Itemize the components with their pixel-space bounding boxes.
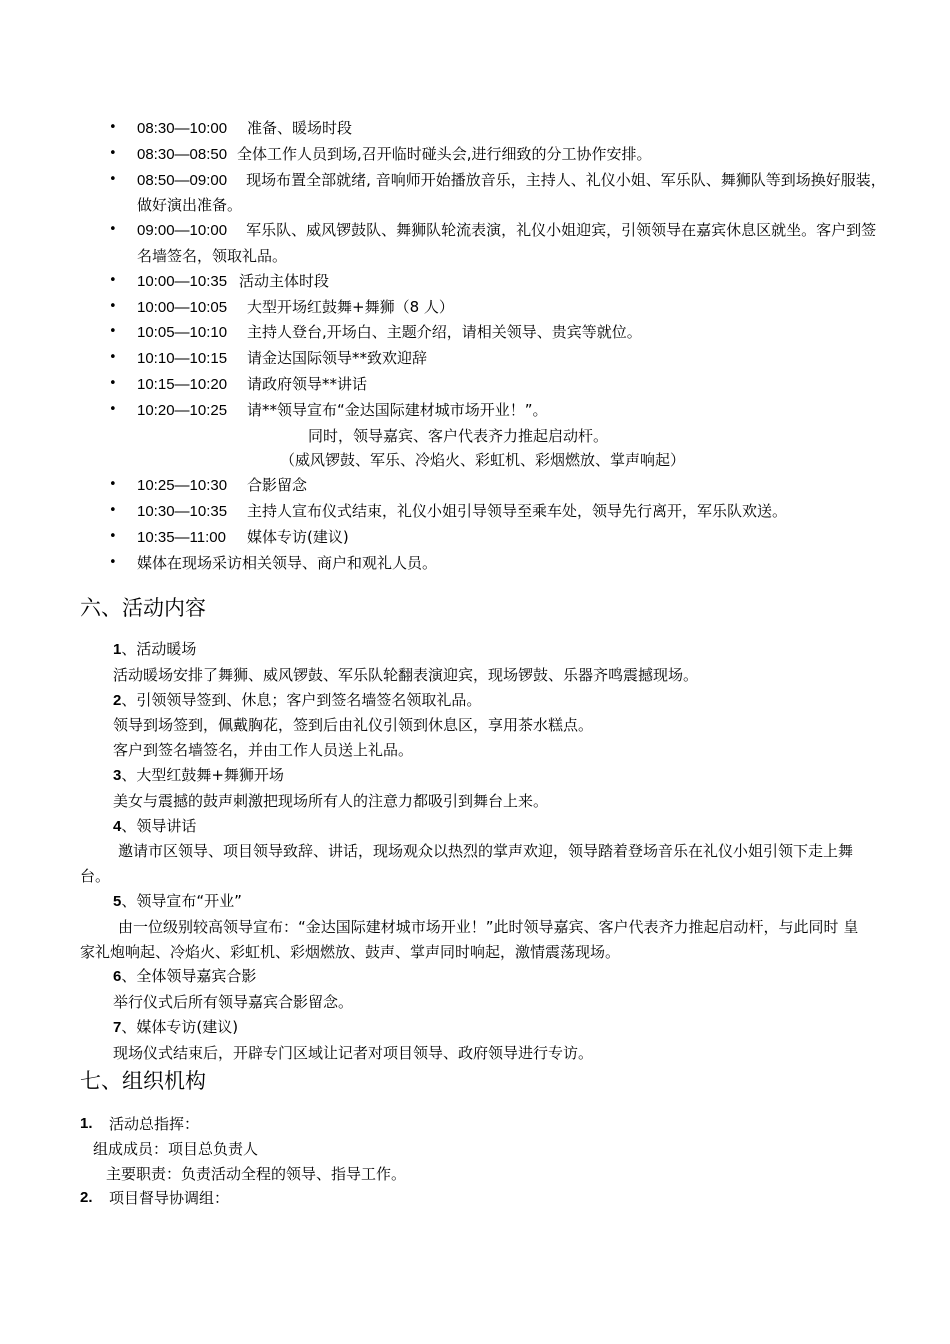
bullet-icon: • bbox=[109, 350, 117, 366]
paragraph: 举行仪式后所有领导嘉宾合影留念。 bbox=[113, 993, 354, 1012]
item-heading bbox=[0, 763, 950, 789]
schedule-time: 08:30—08:50 bbox=[137, 145, 228, 163]
bullet-icon: • bbox=[109, 272, 117, 288]
schedule-desc: 现场布置全部就绪, 音响师开始播放音乐，主持人、礼仪小姐、军乐队、舞狮队等到场换好服装，做好演出准备。 bbox=[137, 170, 886, 215]
schedule-desc: 大型开场红鼓舞+舞狮（8 人） bbox=[247, 297, 454, 316]
item-number: 2 bbox=[113, 691, 122, 709]
schedule-desc: 请政府领导**讲话 bbox=[247, 374, 368, 393]
item-number: 7 bbox=[113, 1018, 122, 1036]
org-item bbox=[0, 1186, 950, 1211]
list-item bbox=[0, 525, 950, 551]
item-heading bbox=[0, 688, 950, 714]
list-item bbox=[0, 346, 950, 372]
bullet-icon: • bbox=[109, 120, 117, 135]
paragraph: 由一位级别较高领导宣布：“金达国际建材城市场开业！”此时领导嘉宾、客户代表齐力推起启动杆，与此同时 皇家礼炮响起、冷焰火、彩虹机、彩烟燃放、鼓声、掌声同时响起，激情震荡现场。 bbox=[80, 917, 859, 961]
item-title: 、领导宣布“开业” bbox=[121, 891, 242, 910]
item-number: 6 bbox=[113, 968, 122, 986]
paragraph: 客户到签名墙签名，并由工作人员送上礼品。 bbox=[113, 741, 414, 760]
item-title: 、引领领导签到、休息；客户到签名墙签名领取礼品。 bbox=[121, 690, 482, 709]
item-number: 1. bbox=[80, 1115, 93, 1132]
paragraph: 主要职责：负责活动全程的领导、指导工作。 bbox=[106, 1164, 407, 1183]
list-item bbox=[0, 473, 950, 499]
bullet-icon: • bbox=[109, 401, 117, 417]
item-title: 、领导讲话 bbox=[121, 816, 197, 835]
list-item bbox=[0, 168, 950, 219]
paragraph: 活动暖场安排了舞狮、威风锣鼓、军乐队轮翻表演迎宾，现场锣鼓、乐器齐鸣震撼现场。 bbox=[113, 665, 699, 684]
section-heading: 七、组织机构 bbox=[80, 1069, 206, 1093]
schedule-desc: 军乐队、威风锣鼓队、舞狮队轮流表演，礼仪小姐迎宾，引领领导在嘉宾休息区就坐。客户到签名墙签名，领取礼品。 bbox=[137, 221, 877, 265]
paragraph: 组成成员：项目总负责人 bbox=[93, 1139, 259, 1158]
item-heading bbox=[0, 964, 950, 990]
list-item bbox=[0, 142, 950, 168]
schedule-time: 09:00—10:00 bbox=[137, 222, 228, 240]
item-title: 活动总指挥： bbox=[109, 1115, 200, 1133]
schedule-desc: 媒体专访(建议) bbox=[247, 527, 349, 546]
list-item bbox=[0, 499, 950, 525]
list-item bbox=[0, 269, 950, 295]
paragraph: 邀请市区领导、项目领导致辞、讲话，现场观众以热烈的掌声欢迎，领导踏着登场音乐在礼仪小姐引领下走上舞台。 bbox=[80, 842, 854, 886]
schedule-time: 08:30—10:00 bbox=[137, 120, 228, 137]
list-item bbox=[0, 372, 950, 398]
paragraph: 美女与震撼的鼓声刺激把现场所有人的注意力都吸引到舞台上来。 bbox=[113, 791, 549, 810]
list-item bbox=[0, 398, 950, 424]
item-heading bbox=[0, 889, 950, 915]
item-number: 2. bbox=[80, 1189, 93, 1207]
bullet-icon: • bbox=[109, 477, 117, 493]
bullet-icon: • bbox=[109, 222, 117, 238]
schedule-note: （威风锣鼓、军乐、冷焰火、彩虹机、彩烟燃放、掌声响起） bbox=[280, 451, 686, 470]
item-number: 5 bbox=[113, 892, 122, 910]
paragraph: 领导到场签到，佩戴胸花，签到后由礼仪引领到休息区，享用茶水糕点。 bbox=[113, 716, 594, 735]
bullet-icon: • bbox=[109, 502, 117, 518]
item-title: 、大型红鼓舞+舞狮开场 bbox=[121, 765, 284, 784]
item-title: 、媒体专访(建议) bbox=[121, 1017, 239, 1036]
bullet-icon: • bbox=[109, 528, 117, 544]
item-title: 、活动暖场 bbox=[121, 640, 197, 658]
bullet-icon: • bbox=[109, 554, 117, 570]
item-number: 3 bbox=[113, 766, 122, 784]
schedule-time: 10:05—10:10 bbox=[137, 324, 228, 342]
bullet-icon: • bbox=[109, 145, 117, 161]
schedule-time: 08:50—09:00 bbox=[137, 171, 228, 189]
schedule-time: 10:00—10:05 bbox=[137, 298, 228, 316]
schedule-desc: 请**领导宣布“金达国际建材城市场开业！”。 bbox=[247, 400, 548, 419]
schedule-time: 10:15—10:20 bbox=[137, 375, 228, 393]
list-item bbox=[0, 551, 950, 576]
schedule-time: 10:00—10:35 bbox=[137, 272, 228, 290]
list-item bbox=[0, 320, 950, 346]
item-number: 4 bbox=[113, 817, 122, 835]
item-heading bbox=[0, 637, 950, 663]
schedule-time: 10:30—10:35 bbox=[137, 502, 228, 520]
schedule-desc: 主持人宣布仪式结束，礼仪小姐引导领导至乘车处，领导先行离开，军乐队欢送。 bbox=[247, 501, 788, 520]
item-title: 项目督导协调组： bbox=[109, 1189, 230, 1208]
paragraph: 现场仪式结束后，开辟专门区域让记者对项目领导、政府领导进行专访。 bbox=[113, 1043, 594, 1062]
section-organization bbox=[0, 1112, 950, 1211]
section-heading: 六、活动内容 bbox=[80, 596, 206, 620]
bullet-icon: • bbox=[109, 375, 117, 391]
schedule-desc: 准备、暖场时段 bbox=[247, 119, 353, 137]
item-heading bbox=[0, 1015, 950, 1041]
schedule-time: 10:10—10:15 bbox=[137, 350, 228, 368]
schedule-desc: 合影留念 bbox=[247, 476, 308, 495]
bullet-icon: • bbox=[109, 324, 117, 340]
section-activity-content bbox=[0, 637, 950, 1066]
org-item bbox=[0, 1112, 950, 1137]
item-number: 1 bbox=[113, 641, 122, 658]
schedule-time: 10:35—11:00 bbox=[137, 528, 226, 546]
schedule-desc: 主持人登台,开场白、主题介绍，请相关领导、贵宾等就位。 bbox=[247, 323, 642, 342]
schedule-desc: 媒体在现场采访相关领导、商户和观礼人员。 bbox=[137, 553, 438, 572]
schedule-list bbox=[0, 116, 950, 575]
item-heading bbox=[0, 814, 950, 840]
bullet-icon: • bbox=[109, 171, 117, 187]
list-item bbox=[0, 295, 950, 321]
schedule-time: 10:25—10:30 bbox=[137, 477, 228, 495]
schedule-desc: 活动主体时段 bbox=[239, 271, 330, 290]
item-title: 、全体领导嘉宾合影 bbox=[121, 967, 257, 986]
list-item bbox=[0, 218, 950, 269]
list-item bbox=[0, 116, 950, 142]
schedule-desc: 全体工作人员到场,召开临时碰头会,进行细致的分工协作安排。 bbox=[237, 144, 652, 163]
schedule-desc: 请金达国际领导**致欢迎辞 bbox=[247, 349, 428, 368]
bullet-icon: • bbox=[109, 298, 117, 314]
schedule-note: 同时，领导嘉宾、客户代表齐力推起启动杆。 bbox=[308, 426, 609, 445]
schedule-time: 10:20—10:25 bbox=[137, 401, 228, 419]
